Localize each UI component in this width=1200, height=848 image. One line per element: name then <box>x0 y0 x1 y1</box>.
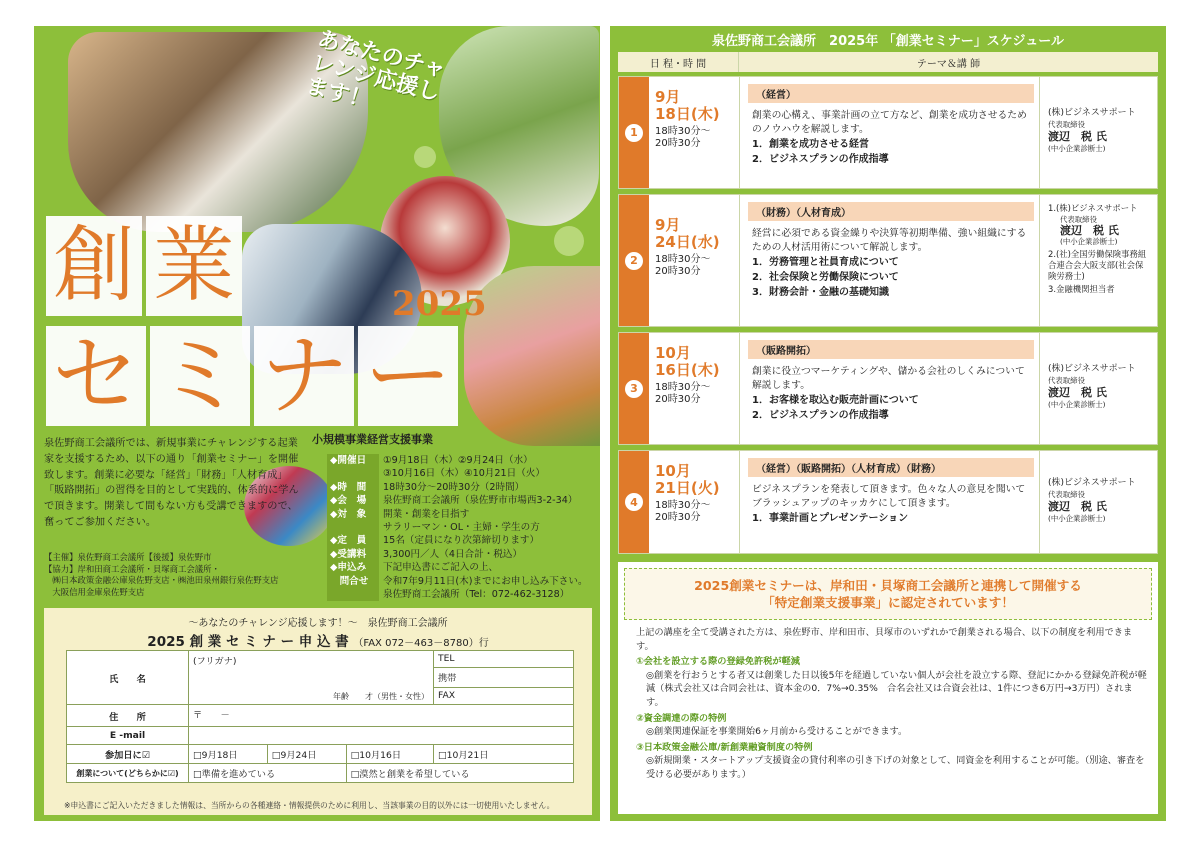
info-value: 泉佐野商工会議所（泉佐野市市場西3-2-34） <box>383 495 578 507</box>
info-value: 18時30分～20時30分（2時間） <box>383 481 525 493</box>
flyer-front <box>34 26 600 821</box>
session-date <box>655 217 739 278</box>
session-item: 3．財務会計・金融の基礎知識 <box>752 287 889 298</box>
benefit-text: ◎創業を行おうとする者又は創業した日以後5年を経過していない個人が会社を設立する際、登記にかかる登録免許税が軽減（株式会社又は合同会社は、資本金の0．7%→0.35% 合名会社又は合資会社は、1件につき6万円→3万円）されます。 <box>646 669 1147 708</box>
info-value: 下記申込書にご記入の上、 令和7年9月11日(木)までにお申し込み下さい。 泉佐野商工会議所（Tel：072-462-3128） <box>383 562 588 601</box>
form-fax: （FAX 072－463－8780）行 <box>353 638 489 649</box>
session-2 <box>618 194 1158 327</box>
sponsors: 【主催】泉佐野商工会議所【後援】泉佐野市 【協力】岸和田商工会議所・貝塚商工会議所・ ㈱日本政策金融公庫泉佐野支店・㈱池田泉州銀行泉佐野支店 大阪信用金庫泉佐野支店 <box>44 552 279 597</box>
lecturer-title: 代表取締役 <box>1060 215 1097 224</box>
info-row <box>327 454 597 481</box>
session-theme <box>739 451 1039 553</box>
info-row <box>327 508 597 535</box>
lecturer-name: 渡辺 税 氏 <box>1048 500 1107 513</box>
title-char: ミ <box>150 326 250 426</box>
session-tag: （販路開拓） <box>748 340 1034 359</box>
furigana-label: (フリガナ) <box>193 656 237 667</box>
session-time: 18時30分～ 20時30分 <box>655 382 711 405</box>
notice-headline <box>624 568 1152 620</box>
title-char: 創 <box>46 216 142 316</box>
notice-body <box>636 626 1148 782</box>
session-tag: （経営）（販路開拓）（人材育成）（財務） <box>748 458 1034 477</box>
session-date <box>655 89 739 150</box>
program-name: 小規模事業経営支援事業 <box>312 433 433 446</box>
notice-lead: 上記の講座を全て受講された方は、泉佐野市、岸和田市、貝塚市のいずれかで創業される場合、以下の制度を利用できます。 <box>636 627 1133 652</box>
session-number-badge: 1 <box>625 124 643 142</box>
form-title <box>44 630 592 650</box>
info-row <box>327 534 597 547</box>
session-number <box>619 333 649 444</box>
session-time: 18時30分～ 20時30分 <box>655 500 711 523</box>
session-time: 18時30分～ 20時30分 <box>655 126 711 149</box>
session-number-badge: 3 <box>625 380 643 398</box>
session-item: 1．労務管理と社員育成について <box>752 257 899 268</box>
info-row <box>327 548 597 561</box>
info-label: ◆開催日 <box>327 454 379 481</box>
benefit-heading: ②資金調達の際の特例 <box>636 712 727 724</box>
mobile-label: 携帯 <box>438 672 457 684</box>
lecturer-qualification: (中小企業診断士) <box>1048 514 1106 523</box>
intro-text: 泉佐野商工会議所では、新規事業にチャレンジする起業家を支援するため、以下の通り「創業セミナー」を開催致します。創業に必要な「経営」「財務」「人材育成」「販路開拓」の習得を目的として実践的、体系的に学んで頂きます。開業して間もない方も受講できますので、奮ってご参加ください。 <box>44 438 299 528</box>
info-label: ◆会 場 <box>327 494 379 507</box>
lecturer-qualification: (中小企業診断士) <box>1048 400 1106 409</box>
fax-label: FAX <box>438 690 456 702</box>
session-description: 創業の心構え、事業計画の立て方など、創業を成功させるためのノウハウを解説します。 <box>752 110 1027 135</box>
benefit-heading: ③日本政策金融公庫/新創業融資制度の特例 <box>636 741 813 753</box>
flyer-back <box>610 26 1166 821</box>
application-form <box>44 608 592 815</box>
benefit-text: ◎新規開業・スタートアップ支援資金の貸付利率の引き下げの対象として、同資金を利用することが可能。（別途、審査を受ける必要があります。） <box>646 755 1145 780</box>
info-row <box>327 561 597 601</box>
email-label: E -mail <box>67 727 189 745</box>
attend-checkbox-0924[interactable]: □9月24日 <box>267 745 346 764</box>
session-theme <box>739 333 1039 444</box>
title-line-1 <box>46 216 242 316</box>
session-day: 10月 21日(火) <box>655 462 720 497</box>
session-number-badge: 2 <box>625 252 643 270</box>
title-char: ー <box>358 326 458 426</box>
info-label: ◆申込み 問合せ <box>327 561 379 601</box>
session-time: 18時30分～ 20時30分 <box>655 254 711 277</box>
startup-label: 創業について(どちらかに☑) <box>67 764 189 783</box>
form-title-text: 2025 創 業 セ ミ ナ ー 申 込 書 <box>147 634 349 650</box>
name-field[interactable] <box>189 651 434 705</box>
privacy-note: ※申込書にご記入いただきました情報は、当所からの各種連絡・情報提供のために利用し、当該事業の目的以外には一切使用いたしません。 <box>64 801 555 810</box>
attend-checkbox-0918[interactable]: □9月18日 <box>189 745 268 764</box>
info-row <box>327 494 597 507</box>
title-char: ナ <box>254 326 354 426</box>
info-value: 3,300円／人（4日合計・税込） <box>383 548 523 560</box>
startup-checkbox-vague[interactable]: □漠然と創業を希望している <box>346 764 573 783</box>
info-label: ◆対 象 <box>327 508 379 535</box>
attend-checkbox-1016[interactable]: □10月16日 <box>346 745 433 764</box>
mobile-field[interactable] <box>434 667 574 687</box>
decorative-dot <box>554 226 584 256</box>
postal-label: 〒 － <box>193 710 230 721</box>
form-header: ～あなたのチャレンジ応援します！～ 泉佐野商工会議所 <box>188 618 448 629</box>
lecturer-qualification: (中小企業診断士) <box>1048 144 1106 153</box>
session-date <box>655 345 739 406</box>
tel-field[interactable] <box>434 651 574 668</box>
lecturer-title: 代表取締役 <box>1048 490 1085 499</box>
session-date <box>655 463 739 524</box>
notice-headline-2: 「特定創業支援事業」に認定されています！ <box>762 595 1014 610</box>
lecturer-title: 代表取締役 <box>1048 120 1085 129</box>
session-item: 1．お客様を取込む販売計画について <box>752 395 919 406</box>
decorative-dot <box>414 146 436 168</box>
age-label: 年齢 才（男性・女性） <box>333 692 429 701</box>
address-field[interactable] <box>189 705 574 727</box>
schedule-header <box>618 52 1158 72</box>
info-value: 開業・創業を目指す サラリーマン・OL・主婦・学生の方 <box>383 508 540 534</box>
benefit-heading: ①会社を設立する際の登録免許税が軽減 <box>636 656 800 668</box>
session-lecturer <box>1039 333 1159 444</box>
session-4 <box>618 450 1158 554</box>
schedule-title: 泉佐野商工会議所 2025年 「創業セミナー」スケジュール <box>712 34 1064 49</box>
session-theme <box>739 77 1039 188</box>
session-number-badge: 4 <box>625 493 643 511</box>
col-date: 日 程・時 間 <box>649 58 707 70</box>
session-tag: （財務）（人材育成） <box>748 202 1034 221</box>
title-year: 2025 <box>392 284 487 324</box>
session-item: 1．創業を成功させる経営 <box>752 139 869 150</box>
info-value: ①9月18日（木）②9月24日（水） ③10月16日（木）④10月21日（火） <box>383 455 545 480</box>
attend-checkbox-1021[interactable]: □10月21日 <box>434 745 574 764</box>
info-label: ◆定 員 <box>327 534 379 547</box>
session-theme <box>739 195 1039 326</box>
lecturer-name: 渡辺 税 氏 <box>1048 386 1107 399</box>
session-1 <box>618 76 1158 189</box>
lecturer-qualification: (中小企業診断士) <box>1060 237 1118 246</box>
session-description: ビジネスプランを発表して頂きます。色々な人の意見を聞いてブラッシュアップのキッカケにして頂きます。 <box>752 484 1026 509</box>
session-day: 9月 18日(木) <box>655 88 720 123</box>
lecturer-company: (株)ビジネスサポート <box>1048 364 1136 374</box>
fax-field[interactable] <box>434 688 574 705</box>
event-info <box>327 454 597 601</box>
title-char: セ <box>46 326 146 426</box>
info-label: ◆時 間 <box>327 481 379 494</box>
session-item: 2．ビジネスプランの作成指導 <box>752 410 889 421</box>
lecturer-title: 代表取締役 <box>1048 376 1085 385</box>
session-item: 1．事業計画とプレゼンテーション <box>752 513 909 524</box>
support-notice <box>618 562 1158 814</box>
session-lecturer <box>1039 77 1159 188</box>
session-item: 2．ビジネスプランの作成指導 <box>752 154 889 165</box>
info-row <box>327 481 597 494</box>
session-lecturer <box>1039 451 1159 553</box>
session-lecturer <box>1039 195 1159 326</box>
startup-checkbox-preparing[interactable]: □準備を進めている <box>189 764 347 783</box>
lecturer-company-3: 3.金融機関担当者 <box>1048 284 1115 294</box>
lecturer-company-2: 2.(社)全国労働保険事務組合連合会大阪支部(社会保険労務士) <box>1048 249 1147 281</box>
notice-headline-1: 2025創業セミナーは、岸和田・貝塚商工会議所と連携して開催する <box>694 578 1082 593</box>
lecturer-company: (株)ビジネスサポート <box>1048 108 1136 118</box>
lecturer-company: (株)ビジネスサポート <box>1048 478 1136 488</box>
info-label: ◆受講料 <box>327 548 379 561</box>
benefit-text: ◎創業関連保証を事業開始6ヶ月前から受けることができます。 <box>646 726 908 738</box>
lecturer-company: 1.(株)ビジネスサポート <box>1048 203 1138 213</box>
session-3 <box>618 332 1158 445</box>
col-theme: テーマ＆講 師 <box>738 52 1158 72</box>
session-number <box>619 77 649 188</box>
title-char: 業 <box>146 216 242 316</box>
session-number <box>619 195 649 326</box>
lecturer-name: 渡辺 税 氏 <box>1048 130 1107 143</box>
title-line-2 <box>46 326 458 426</box>
session-tag: （経営） <box>748 84 1034 103</box>
email-field[interactable] <box>189 727 574 745</box>
session-day: 10月 16日(木) <box>655 344 720 379</box>
session-description: 経営に必須である資金繰りや決算等初期準備、強い組織にするための人材活用術について解説します。 <box>752 228 1027 253</box>
session-item: 2．社会保険と労働保険について <box>752 272 899 283</box>
form-table <box>66 650 574 783</box>
lecturer-name: 渡辺 税 氏 <box>1060 224 1119 237</box>
session-description: 創業に役立つマーケティングや、儲かる会社のしくみについて解説します。 <box>752 366 1025 391</box>
name-label: 氏 名 <box>67 651 189 705</box>
tel-label: TEL <box>438 653 455 664</box>
address-label: 住 所 <box>67 705 189 727</box>
session-number <box>619 451 649 553</box>
session-day: 9月 24日(水) <box>655 216 720 251</box>
info-value: 15名（定員になり次第締切ります） <box>383 535 540 547</box>
attend-label: 参加日に☑ <box>67 745 189 764</box>
catch-copy: あなたのチャレンジ応援します！ <box>303 26 449 114</box>
